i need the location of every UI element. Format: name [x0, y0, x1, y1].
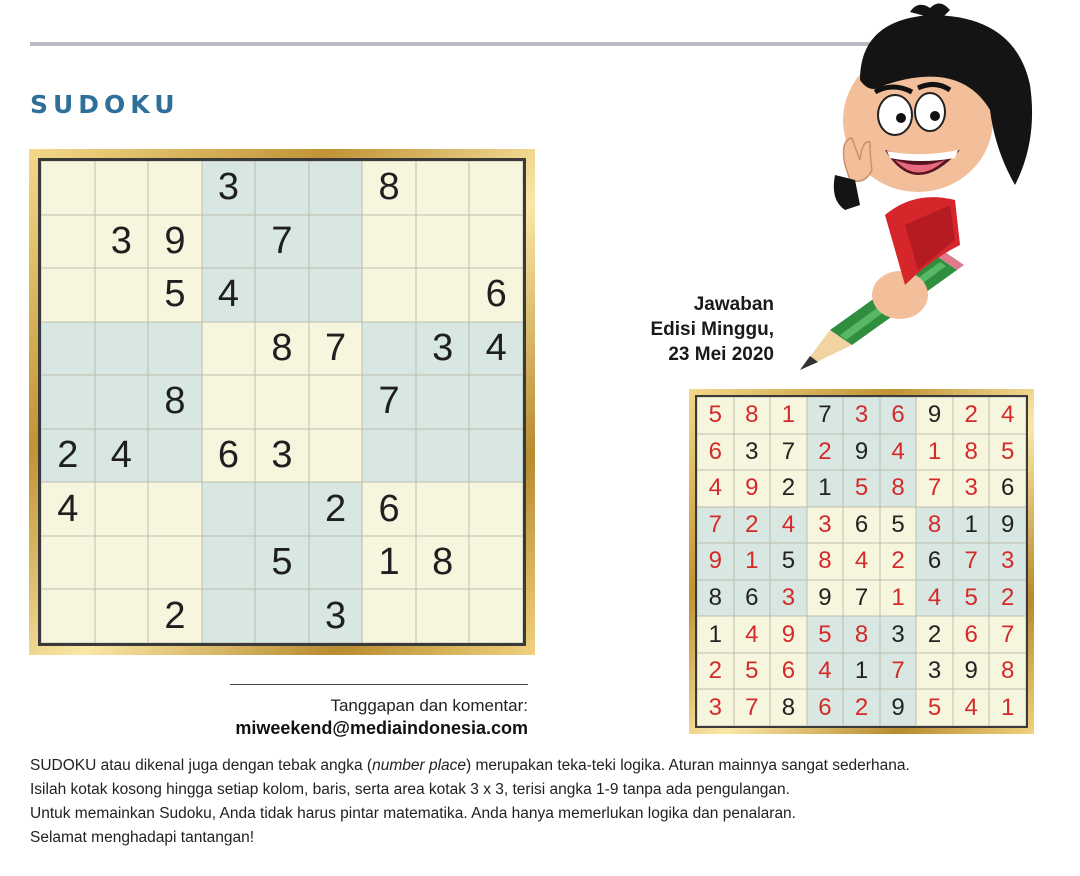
- puzzle-cell[interactable]: [416, 589, 470, 643]
- answer-cell: 6: [697, 434, 734, 471]
- answer-cell: 2: [734, 507, 771, 544]
- puzzle-cell[interactable]: [202, 482, 256, 536]
- puzzle-cell: 6: [469, 268, 523, 322]
- contact-divider: [230, 684, 528, 685]
- puzzle-cell[interactable]: [469, 215, 523, 269]
- answer-cell: 6: [807, 689, 844, 726]
- puzzle-cell[interactable]: [416, 375, 470, 429]
- answer-cell: 9: [953, 653, 990, 690]
- puzzle-cell[interactable]: [309, 268, 363, 322]
- puzzle-cell[interactable]: [41, 161, 95, 215]
- puzzle-cell: 9: [148, 215, 202, 269]
- answer-cell: 8: [697, 580, 734, 617]
- description-line1-italic: number place: [372, 757, 467, 774]
- answer-cell: 7: [880, 653, 917, 690]
- puzzle-cell[interactable]: [95, 536, 149, 590]
- puzzle-cell[interactable]: [309, 429, 363, 483]
- puzzle-cell: 2: [41, 429, 95, 483]
- puzzle-cell[interactable]: [255, 482, 309, 536]
- puzzle-cell: 6: [362, 482, 416, 536]
- puzzle-cell[interactable]: [95, 375, 149, 429]
- description-line3: Untuk memainkan Sudoku, Anda tidak harus pintar matematika. Anda hanya memerlukan logika dan penalaran.: [30, 805, 796, 822]
- puzzle-cell[interactable]: [202, 536, 256, 590]
- contact-email: miweekend@mediaindonesia.com: [235, 718, 528, 738]
- answer-cell: 9: [697, 543, 734, 580]
- puzzle-cell[interactable]: [469, 429, 523, 483]
- answer-cell: 3: [989, 543, 1026, 580]
- description-line1-pre: SUDOKU atau dikenal juga dengan tebak angka (: [30, 757, 373, 774]
- answer-cell: 7: [953, 543, 990, 580]
- answer-cell: 8: [916, 507, 953, 544]
- puzzle-cell[interactable]: [255, 589, 309, 643]
- puzzle-cell[interactable]: [148, 536, 202, 590]
- puzzle-cell: 3: [416, 322, 470, 376]
- puzzle-cell: 8: [362, 161, 416, 215]
- puzzle-cell[interactable]: [416, 482, 470, 536]
- answer-cell: 6: [953, 616, 990, 653]
- puzzle-cell[interactable]: [362, 215, 416, 269]
- answer-cell: 4: [916, 580, 953, 617]
- puzzle-cell: 4: [202, 268, 256, 322]
- answer-cell: 5: [770, 543, 807, 580]
- puzzle-cell: 4: [95, 429, 149, 483]
- answer-caption: [651, 292, 775, 367]
- puzzle-cell: 4: [41, 482, 95, 536]
- puzzle-cell: 8: [416, 536, 470, 590]
- answer-cell: 5: [953, 580, 990, 617]
- answer-cell: 7: [697, 507, 734, 544]
- answer-cell: 4: [880, 434, 917, 471]
- answer-cell: 1: [697, 616, 734, 653]
- puzzle-cell: 5: [148, 268, 202, 322]
- answer-cell: 6: [843, 507, 880, 544]
- answer-cell: 5: [916, 689, 953, 726]
- puzzle-cell[interactable]: [95, 161, 149, 215]
- answer-cell: 6: [770, 653, 807, 690]
- puzzle-cell[interactable]: [95, 589, 149, 643]
- answer-cell: 3: [843, 397, 880, 434]
- puzzle-cell[interactable]: [202, 322, 256, 376]
- puzzle-cell[interactable]: [95, 268, 149, 322]
- answer-caption-line1: Jawaban: [693, 294, 774, 315]
- answer-cell: 1: [807, 470, 844, 507]
- answer-cell: 4: [989, 397, 1026, 434]
- sudoku-answer-grid: [695, 395, 1028, 728]
- answer-cell: 8: [734, 397, 771, 434]
- top-divider: [30, 42, 900, 46]
- answer-cell: 7: [916, 470, 953, 507]
- puzzle-cell[interactable]: [362, 268, 416, 322]
- puzzle-cell[interactable]: [41, 268, 95, 322]
- puzzle-cell: 2: [148, 589, 202, 643]
- answer-cell: 3: [807, 507, 844, 544]
- puzzle-cell[interactable]: [362, 429, 416, 483]
- answer-cell: 7: [770, 434, 807, 471]
- page-title: SUDOKU: [30, 90, 180, 119]
- answer-frame: [689, 389, 1034, 734]
- puzzle-cell[interactable]: [309, 375, 363, 429]
- puzzle-cell[interactable]: [41, 536, 95, 590]
- answer-cell: 8: [953, 434, 990, 471]
- answer-cell: 2: [807, 434, 844, 471]
- answer-cell: 2: [843, 689, 880, 726]
- puzzle-cell: 7: [309, 322, 363, 376]
- puzzle-cell: 8: [148, 375, 202, 429]
- answer-caption-line2: Edisi Minggu,: [650, 319, 774, 340]
- answer-cell: 6: [916, 543, 953, 580]
- puzzle-cell[interactable]: [41, 322, 95, 376]
- answer-cell: 4: [953, 689, 990, 726]
- puzzle-cell: 3: [202, 161, 256, 215]
- answer-cell: 6: [880, 397, 917, 434]
- puzzle-cell[interactable]: [255, 161, 309, 215]
- answer-cell: 2: [953, 397, 990, 434]
- puzzle-frame: [29, 149, 535, 655]
- contact-block: [235, 695, 528, 739]
- answer-cell: 9: [989, 507, 1026, 544]
- puzzle-cell: 1: [362, 536, 416, 590]
- answer-cell: 9: [770, 616, 807, 653]
- puzzle-cell: 7: [362, 375, 416, 429]
- answer-cell: 8: [880, 470, 917, 507]
- description-line2: Isilah kotak kosong hingga setiap kolom, baris, serta area kotak 3 x 3, terisi angka 1-9 tanpa ada pengulangan.: [30, 781, 790, 798]
- answer-cell: 9: [807, 580, 844, 617]
- answer-cell: 8: [843, 616, 880, 653]
- description-line1: [30, 754, 1070, 778]
- answer-cell: 1: [916, 434, 953, 471]
- puzzle-cell[interactable]: [202, 589, 256, 643]
- answer-cell: 4: [807, 653, 844, 690]
- answer-cell: 3: [734, 434, 771, 471]
- answer-cell: 2: [697, 653, 734, 690]
- answer-caption-line3: 23 Mei 2020: [668, 344, 774, 365]
- puzzle-cell[interactable]: [469, 375, 523, 429]
- puzzle-cell[interactable]: [148, 322, 202, 376]
- answer-cell: 7: [843, 580, 880, 617]
- answer-cell: 9: [916, 397, 953, 434]
- puzzle-cell: 5: [255, 536, 309, 590]
- answer-cell: 4: [843, 543, 880, 580]
- answer-cell: 9: [880, 689, 917, 726]
- answer-cell: 6: [989, 470, 1026, 507]
- answer-cell: 1: [989, 689, 1026, 726]
- answer-cell: 8: [807, 543, 844, 580]
- answer-cell: 5: [880, 507, 917, 544]
- answer-cell: 3: [953, 470, 990, 507]
- answer-cell: 3: [916, 653, 953, 690]
- puzzle-cell[interactable]: [202, 215, 256, 269]
- puzzle-cell: 3: [255, 429, 309, 483]
- puzzle-cell[interactable]: [255, 375, 309, 429]
- puzzle-cell[interactable]: [95, 322, 149, 376]
- answer-cell: 2: [989, 580, 1026, 617]
- answer-cell: 6: [734, 580, 771, 617]
- puzzle-cell[interactable]: [469, 536, 523, 590]
- answer-cell: 1: [734, 543, 771, 580]
- puzzle-cell[interactable]: [202, 375, 256, 429]
- description: [30, 754, 1070, 850]
- puzzle-cell[interactable]: [416, 268, 470, 322]
- answer-cell: 8: [989, 653, 1026, 690]
- puzzle-cell[interactable]: [148, 482, 202, 536]
- answer-cell: 7: [807, 397, 844, 434]
- puzzle-cell[interactable]: [362, 589, 416, 643]
- answer-cell: 2: [770, 470, 807, 507]
- answer-cell: 5: [807, 616, 844, 653]
- sudoku-puzzle-grid: [38, 158, 526, 646]
- answer-cell: 5: [843, 470, 880, 507]
- answer-cell: 1: [843, 653, 880, 690]
- puzzle-cell[interactable]: [309, 536, 363, 590]
- puzzle-cell[interactable]: [416, 161, 470, 215]
- puzzle-cell[interactable]: [362, 322, 416, 376]
- answer-cell: 5: [734, 653, 771, 690]
- answer-cell: 2: [880, 543, 917, 580]
- mascot-icon: [790, 0, 1050, 380]
- puzzle-cell: 3: [95, 215, 149, 269]
- puzzle-cell: 3: [309, 589, 363, 643]
- answer-cell: 7: [734, 689, 771, 726]
- contact-label: Tanggapan dan komentar:: [330, 696, 528, 715]
- puzzle-cell[interactable]: [469, 482, 523, 536]
- puzzle-cell: 7: [255, 215, 309, 269]
- puzzle-cell[interactable]: [469, 161, 523, 215]
- description-line4: Selamat menghadapi tantangan!: [30, 829, 255, 846]
- puzzle-cell: 6: [202, 429, 256, 483]
- answer-cell: 9: [734, 470, 771, 507]
- puzzle-cell[interactable]: [95, 482, 149, 536]
- puzzle-cell[interactable]: [416, 429, 470, 483]
- answer-cell: 1: [880, 580, 917, 617]
- puzzle-cell: 8: [255, 322, 309, 376]
- puzzle-cell[interactable]: [469, 589, 523, 643]
- answer-cell: 3: [697, 689, 734, 726]
- puzzle-cell[interactable]: [309, 215, 363, 269]
- puzzle-cell[interactable]: [416, 215, 470, 269]
- answer-cell: 4: [697, 470, 734, 507]
- puzzle-cell: 2: [309, 482, 363, 536]
- answer-cell: 7: [989, 616, 1026, 653]
- answer-cell: 8: [770, 689, 807, 726]
- answer-cell: 2: [916, 616, 953, 653]
- answer-cell: 4: [770, 507, 807, 544]
- puzzle-cell: 4: [469, 322, 523, 376]
- answer-cell: 1: [770, 397, 807, 434]
- description-line1-post: ) merupakan teka-teki logika. Aturan mainnya sangat sederhana.: [466, 757, 910, 774]
- puzzle-cell[interactable]: [41, 589, 95, 643]
- answer-cell: 3: [770, 580, 807, 617]
- answer-cell: 5: [697, 397, 734, 434]
- puzzle-cell[interactable]: [255, 268, 309, 322]
- puzzle-cell[interactable]: [148, 429, 202, 483]
- puzzle-cell[interactable]: [309, 161, 363, 215]
- answer-cell: 9: [843, 434, 880, 471]
- puzzle-cell[interactable]: [41, 375, 95, 429]
- answer-cell: 3: [880, 616, 917, 653]
- puzzle-cell[interactable]: [41, 215, 95, 269]
- puzzle-cell[interactable]: [148, 161, 202, 215]
- answer-cell: 5: [989, 434, 1026, 471]
- answer-cell: 4: [734, 616, 771, 653]
- answer-cell: 1: [953, 507, 990, 544]
